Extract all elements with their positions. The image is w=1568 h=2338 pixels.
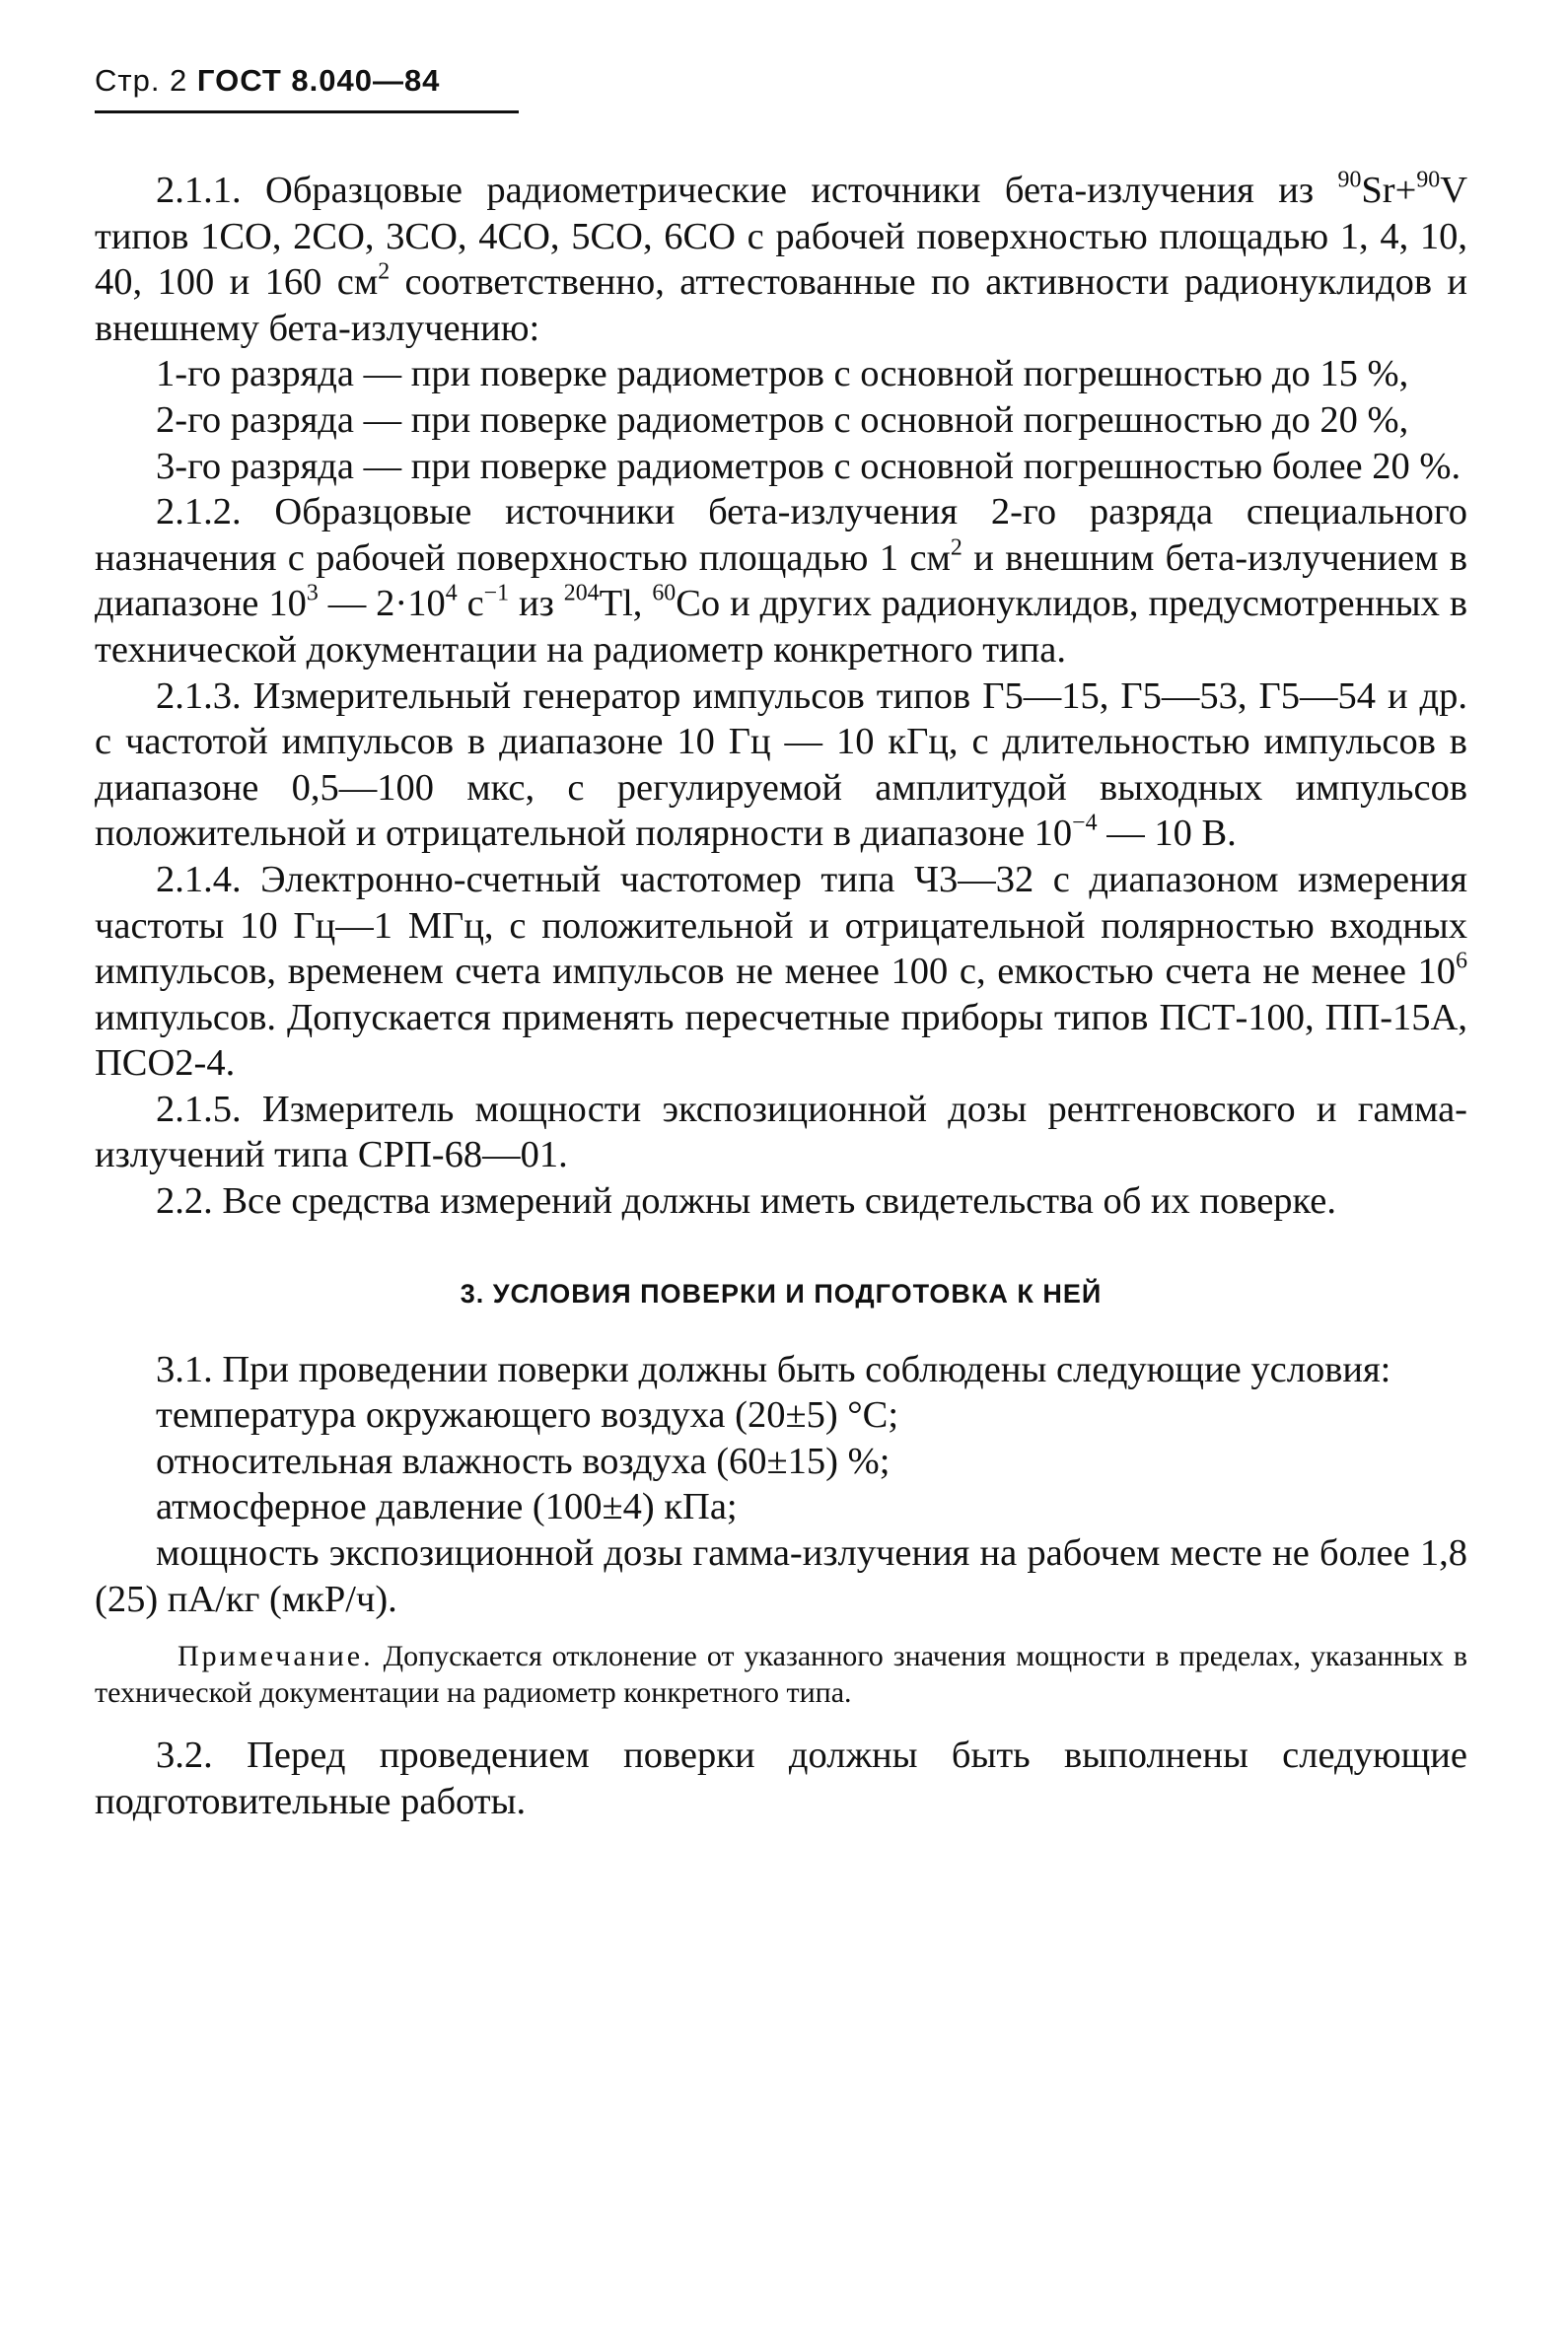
note-text: Допускается отклонение от указанного значения мощности в пределах, указанных в технической документации на радиометр конкретного типа. [95, 1640, 1467, 1710]
document-body [95, 168, 1467, 1824]
page-number: Стр. 2 [95, 63, 188, 98]
standard-number: ГОСТ 8.040—84 [196, 63, 441, 98]
condition-dose-rate: мощность экспозиционной дозы гамма-излучения на рабочем месте не более 1,8 (25) пА/кг (мкР/ч). [95, 1532, 1467, 1620]
note [95, 1638, 1467, 1711]
note-label: Примечание. [178, 1640, 374, 1673]
paragraph-2-1-2: 2.1.2. Образцовые источники бета-излучения 2-го разряда специального назначения с рабочей поверхностью площадью 1 $см^2$ и внешним бета-излучением в диапазоне $10^3$ — $2\cdot 10^4$ $с^{-1}$ из $^{204}$Tl, $^{60}$Co и других радионуклидов, предусмотренных в технической документации на радиометр конкретного типа. [95, 491, 1468, 671]
list-item-rank-1: 1-го разряда — при поверке радиометров с основной погрешностью до 15 %, [156, 353, 1409, 395]
list-item-rank-2: 2-го разряда — при поверке радиометров с основной погрешностью до 20 %, [156, 398, 1409, 441]
paragraph-2-2: 2.2. Все средства измерений должны иметь свидетельства об их поверке. [156, 1180, 1336, 1223]
paragraph-2-1-3: 2.1.3. Измерительный генератор импульсов типов Г5—15, Г5—53, Г5—54 и др. с частотой импульсов в диапазоне 10 Гц — 10 кГц, с длительностью импульсов в диапазоне 0,5—100 мкс, с регулируемой амплитудой выходных импульсов положительной и отрицательной полярности в диапазоне $10^{-4}$ — 10 В. [95, 674, 1467, 855]
condition-temperature: температура окружающего воздуха (20±5) °С; [156, 1394, 899, 1437]
condition-pressure: атмосферное давление (100±4) кПа; [156, 1486, 738, 1528]
paragraph-2-1-4: 2.1.4. Электронно-счетный частотомер типа Ч3—32 с диапазоном измерения частоты 10 Гц—1 МГц, с положительной и отрицательной полярностью входных импульсов, временем счета импульсов не менее 100 с, емкостью счета не менее $10^6$ импульсов. Допускается применять пересчетные приборы типов ПСТ-100, ПП-15А, ПСО2-4. [95, 858, 1467, 1085]
paragraph-3-1: 3.1. При проведении поверки должны быть соблюдены следующие условия: [156, 1348, 1391, 1390]
paragraph-3-2: 3.2. Перед проведением поверки должны быть выполнены следующие подготовительные работы. [95, 1735, 1467, 1822]
section-3-title: 3. УСЛОВИЯ ПОВЕРКИ И ПОДГОТОВКА К НЕЙ [460, 1278, 1103, 1309]
condition-humidity: относительная влажность воздуха (60±15) %; [156, 1440, 891, 1482]
paragraph-2-1-1: 2.1.1. Образцовые радиометрические источники бета-излучения из $^{90}$Sr+$^{90}$V типов 1СО, 2СО, 3СО, 4СО, 5СО, 6СО с рабочей поверхностью площадью 1, 4, 10, 40, 100 и 160 $см^2$ соответственно, аттестованные по активности радионуклидов и внешнему бета-излучению: [95, 167, 1467, 349]
page-header [95, 63, 519, 113]
list-item-rank-3: 3-го разряда — при поверке радиометров с основной погрешностью более 20 %. [156, 445, 1461, 487]
paragraph-2-1-5: 2.1.5. Измеритель мощности экспозиционной дозы рентгеновского и гамма-излучений типа СРП-68—01. [95, 1088, 1467, 1176]
